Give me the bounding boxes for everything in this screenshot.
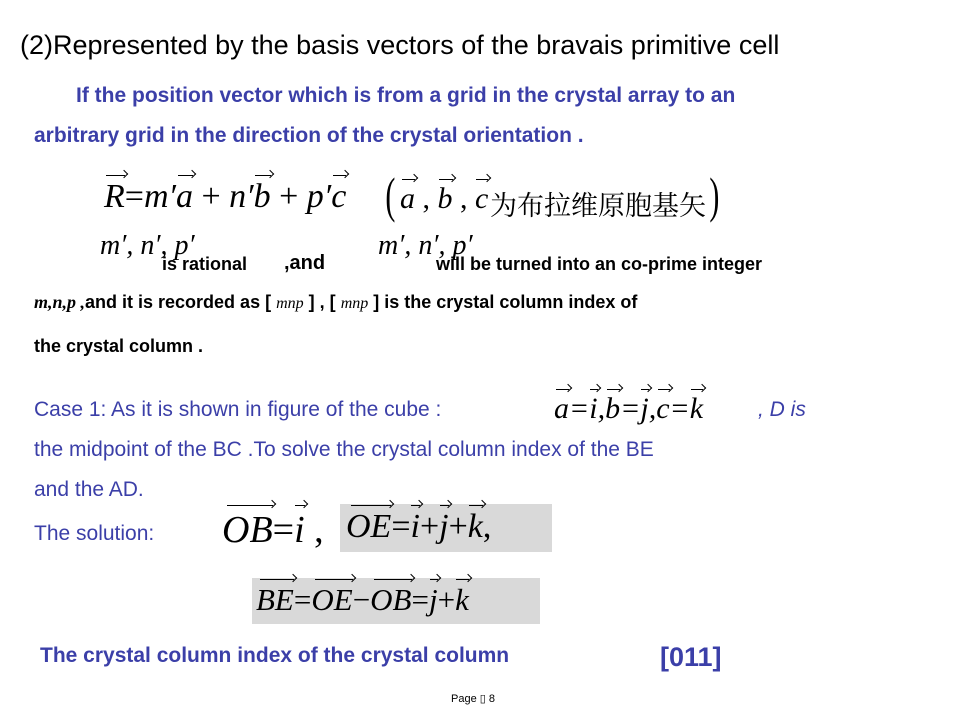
page-number: 8: [488, 693, 496, 705]
answer-index: [011]: [660, 642, 722, 672]
coef-m: m′: [143, 178, 176, 215]
case1-line-3: and the AD.: [34, 478, 144, 501]
plus-sign: +: [201, 178, 221, 215]
ob-equation: OB=i ,: [222, 509, 324, 551]
record-text-2: ] , [: [308, 292, 336, 312]
record-line: [34, 292, 637, 313]
oe-equation: OE=i+j+k,: [346, 508, 492, 545]
slide-title: (2)Represented by the basis vectors of the bravais primitive cell: [20, 30, 780, 60]
coef-p: p′: [306, 178, 332, 215]
basis-vectors: [400, 182, 488, 216]
record-text-1: and it is recorded as [: [85, 292, 272, 312]
and-text: ,and: [284, 252, 326, 274]
comma: ,: [422, 182, 430, 215]
case1-line-1: Case 1: As it is shown in figure of the cube :: [34, 398, 442, 421]
will-be-text: will be turned into an co-prime integer: [436, 254, 763, 274]
intro-line-1: If the position vector which is from a grid in the crystal array to an: [76, 84, 736, 107]
page-separator: ▯: [479, 693, 486, 705]
vector-a: a: [400, 182, 415, 215]
mnp-coefs-2: m′, n′, p′: [378, 230, 473, 261]
is-rational-text: is rational: [162, 254, 248, 274]
mnp-symbol: m,n,p ,: [34, 292, 86, 312]
case1-line-2: the midpoint of the BC .To solve the crystal column index of the BE: [34, 438, 654, 461]
plus-sign: +: [279, 178, 299, 215]
vector-b: b: [253, 178, 271, 215]
vector-a: a: [175, 178, 193, 215]
mnp-symbol: mnp: [276, 295, 304, 312]
solution-label: The solution:: [34, 522, 155, 545]
equals-sign: =: [124, 178, 144, 215]
comma: ,: [460, 182, 468, 215]
answer-text: The crystal column index of the crystal column: [40, 644, 510, 667]
vector-c: c: [475, 182, 489, 215]
record-line-2: the crystal column .: [34, 336, 204, 356]
intro-line-2: arbitrary grid in the direction of the crystal orientation .: [34, 124, 584, 147]
right-paren: ): [709, 167, 720, 223]
left-paren: (: [385, 167, 396, 223]
case1-equation: a=i,b=j,c=k: [554, 392, 704, 425]
mnp-symbol: mnp: [340, 295, 369, 312]
vector-c: c: [331, 178, 347, 215]
coef-n: n′: [229, 178, 254, 215]
case1-line-1-end: , D is: [758, 398, 806, 421]
vector-b: b: [437, 182, 453, 215]
be-equation: BE=OE−OB=j+k: [256, 582, 469, 617]
formula-r: [104, 178, 346, 216]
vector-R: R: [104, 178, 125, 215]
record-text-3: ] is the crystal column index of: [373, 292, 638, 312]
mnp-coefs-1: m′, n′, p′: [100, 230, 195, 261]
page-label: Page: [451, 693, 477, 705]
chinese-label: 为布拉维原胞基矢: [490, 191, 706, 222]
page-footer: [451, 692, 495, 705]
